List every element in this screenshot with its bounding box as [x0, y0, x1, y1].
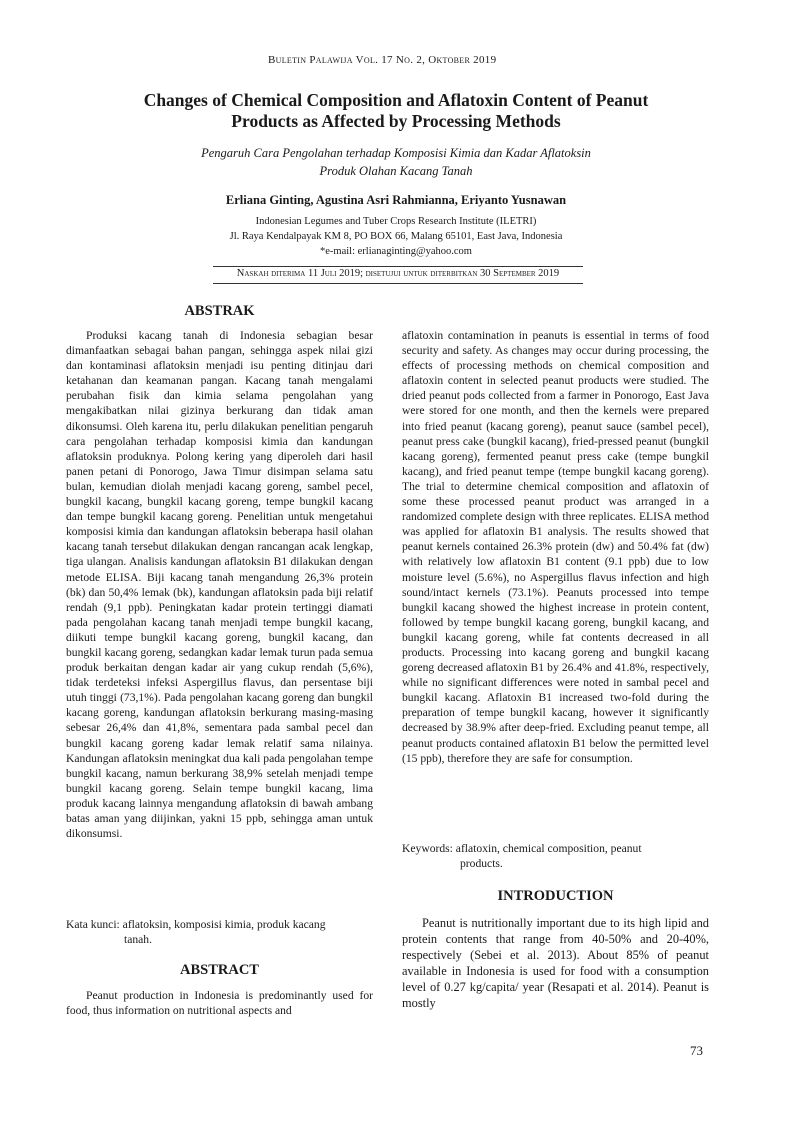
article-title-line-2: Products as Affected by Processing Methods: [231, 111, 561, 131]
abstrak-keywords-label: Kata kunci:: [66, 918, 120, 931]
journal-running-header: Buletin Palawija Vol. 17 No. 2, Oktober 2019: [268, 54, 497, 66]
abstract-keywords-line-2: products.: [460, 857, 503, 871]
affiliation-institute: Indonesian Legumes and Tuber Crops Research Institute (ILETRI): [255, 216, 537, 227]
abstrak-keywords-line-1: aflatoksin, komposisi kimia, produk kacang: [122, 918, 326, 931]
author-list: Erliana Ginting, Agustina Asri Rahmianna, Eriyanto Yusnawan: [225, 193, 567, 207]
abstrak-body: Produksi kacang tanah di Indonesia sebagian besar dimanfaatkan sebagai bahan pangan, sehingga aspek nilai gizi dan kontaminasi aflatoksin menjadi isu penting ditinjau dari ketahanan dan keamanan pangan. Kacang tanah mengalami perubahan fisik dan kimia selama pengolahan yang mengakibatkan nilai gizinya berkurang dan tidak aman dikonsumsi. Oleh karena itu, perlu dilakukan penelitian pengaruh cara pengolahan terhadap komposisi kimia dan kandungan aflatoksin produknya. Polong kering yang diperoleh dari hasil panen petani di Ponorogo, Jawa Timur disimpan selama satu bulan, kemudian diolah menjadi kacang goreng, sambel pecel, bungkil kacang, bungkil kacang goreng, tempe bungkil kacang dan tempe bungkil kacang goreng. Penelitian untuk mengetahui komposisi kimia dan kandungan aflatoksin beberapa hasil olahan kacang tanah tersebut dilakukan dengan rancangan acak lengkap, tiga ulangan. Analisis kandungan aflatoksin B1 dilakukan dengan metode ELISA. Biji kacang tanah mengandung 26,3% protein (bk) dan 50,4% lemak (bk), kandungan aflatoksin pada biji relatif rendah (9,1 ppb). Peningkatan kadar protein tertinggi diamati pada pengolahan kacang tanah menjadi tempe bungkil kacang, diikuti tempe bungkil kacang goreng, bungkil kacang, dan bungkil kacang goreng, sedangkan kadar lemak turun pada semua produk berkaitan dengan kadar air yang cukup rendah (5,6%), tidak terdeteksi infeksi Aspergillus flavus, dan persentase biji utuh tinggi (73,1%). Pada pengolahan kacang goreng dan bungkil kacang goreng, kandungan aflatoksin berkurang masing-masing sebesar 26,4% dan 41,8%, sementara pada sambal pecel dan bungkil kacang goreng kadar lemak relatif sama nilainya. Kandungan aflatoksin meningkat dua kali pada pengolahan tempe bungkil kacang, namun berkurang 38,9% setelah menjadi tempe bungkil kacang goreng. Selain tempe bungkil kacang, lima produk kacang lainnya mengandung aflatoksin di bawah ambang batas aman yang diijinkan, yakni 15 ppb, sehingga aman untuk dikonsumsi.: [66, 329, 373, 841]
abstract-keywords: [402, 841, 709, 871]
article-subtitle-line-2: Produk Olahan Kacang Tanah: [319, 164, 473, 178]
abstract-body-continued: aflatoxin contamination in peanuts is essential in terms of food security and safety. As changes may occur during processing, the effects of processing methods on chemical composition and aflatoxin content in selected peanut products were studied. The dried peanut pods collected from a farmer in Ponorogo, East Java were stored for one month, and then the kernels were prepared into fried peanut (kacang goreng), peanut sauce (sambel pecel), peanut press cake (bungkil kacang), fried-pressed peanut (bungkil kacang goreng), fermented peanut press cake (tempe bungkil kacang), and fried peanut tempe (tempe bungkil kacang goreng). The trial to determine chemical composition and aflatoxin of some these processed peanut product was arranged in a randomized complete design with three replicates. ELISA method was applied for aflatoxin B1 analysis. The results showed that peanut kernels contained 26.3% protein (dw) and 50.4% fat (dw) with relatively low aflatoxin B1 content (9.1 ppb) due to low moisture level (5.6%), no Aspergillus flavus infection and high sound/intact kernels (73.1%). Peanuts processed into tempe bungkil kacang showed the highest increase in protein content, followed by tempe bungkil kacang goreng, bungkil kacang, and bungkil kacang goreng, while fat contents decreased in all products. Processing into kacang goreng and bungkil kacang goreng decreased aflatoxin B1 by 26.4% and 41.8%, respectively, while no significant differences were noted in sambal pecel and bungkil kacang. Aflatoxin B1 increased two-fold during the preparation of tempe bungkil kacang, however it significantly decreased by 38.9% after deep-fried. Excluding peanut tempe, all peanut products contained aflatoxin B1 below the permitted level (15 ppb), therefore they are safe for consumption.: [402, 329, 709, 765]
divider-bottom: [213, 283, 583, 284]
abstract-keywords-line-1: aflatoxin, chemical composition, peanut: [455, 842, 642, 855]
introduction-body: Peanut is nutritionally important due to its high lipid and protein contents that range from 40-50% and 20-40%, respectively (Sebei et al. 2013). About 85% of peanut available in Indonesia is used for food with a consumption level of 0.27 kg/capita/ year (Resapati et al. 2014). Peanut is mostly: [402, 916, 709, 1010]
article-title-line-1: Changes of Chemical Composition and Aflatoxin Content of Peanut: [143, 90, 649, 110]
article-subtitle: [60, 144, 732, 180]
introduction-heading: INTRODUCTION: [497, 888, 614, 904]
article-title: [60, 90, 732, 132]
abstrak-keywords: [66, 917, 373, 947]
abstract-keywords-label: Keywords:: [402, 842, 453, 855]
abstrak-heading: ABSTRAK: [184, 303, 255, 319]
abstrak-keywords-line-2: tanah.: [124, 933, 153, 947]
affiliation-address: Jl. Raya Kendalpayak KM 8, PO BOX 66, Malang 65101, East Java, Indonesia: [229, 231, 563, 242]
corresponding-email: *e-mail: erlianaginting@yahoo.com: [320, 246, 472, 257]
abstract-body-start: Peanut production in Indonesia is predominantly used for food, thus information on nutritional aspects and: [66, 989, 373, 1018]
abstract-heading: ABSTRACT: [180, 962, 259, 978]
page-number: 73: [690, 1043, 703, 1058]
received-accepted-dates: Naskah diterima 11 Juli 2019; disetujui untuk diterbitkan 30 September 2019: [236, 268, 560, 279]
article-subtitle-line-1: Pengaruh Cara Pengolahan terhadap Komposisi Kimia dan Kadar Aflatoksin: [201, 146, 591, 160]
affiliation: [60, 214, 732, 259]
